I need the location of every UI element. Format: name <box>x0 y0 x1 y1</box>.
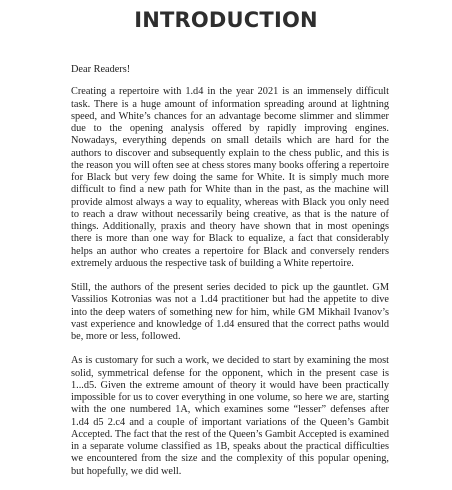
introduction-body <box>71 64 389 490</box>
salutation: Dear Readers! <box>71 64 131 75</box>
paragraph-2: Still, the authors of the present series decided to pick up the gauntlet. GM Vassilios Kotronias was not a 1.d4 practitioner but had the appetite to dive into the deep waters of something new for him, while GM Mikhail Ivanov’s vast experience and knowledge of 1.d4 ensured that the correct paths would be, more or less, followed. <box>71 282 389 342</box>
paragraph-1: Creating a repertoire with 1.d4 in the year 2021 is an immensely difficult task. There is a huge amount of information spreading around at lightning speed, and White’s chances for an advantage become slimmer and slimmer due to the opening analysis offered by rapidly improving engines. Nowadays, everything depends on small details which are hard for the authors to discover and subsequently explain to the chess public, and this is the reason you will often see at chess stores many books offering a repertoire for Black but very few doing the same for White. It is simply much more difficult to find a new path for White than in the past, as the machine will provide almost always a way to equality, whereas with Black you only need to reach a draw without necessarily being creative, as that is the nature of things. Additionally, praxis and theory have shown that in most openings there is more than one way for Black to equalize, a fact that considerably helps an author who creates a repertoire for Black and conversely renders extremely arduous the respective task of building a White repertoire. <box>71 86 389 269</box>
paragraph-3: As is customary for such a work, we decided to start by examining the most solid, symmetrical defense for the opponent, which in the present case is 1...d5. Given the extreme amount of theory it would have been practically impossible for us to cover everything in one volume, so here we are, starting with the one numbered 1A, which examines some “lesser” defenses after 1.d4 d5 2.c4 and a couple of important variations of the Queen’s Gambit Accepted. The fact that the rest of the Queen’s Gambit Accepted is examined in a separate volume classified as 1B, speaks about the practical difficulties we encountered from the size and the complexity of this popular opening, but hopefully, we did well. <box>71 355 389 477</box>
chapter-title: INTRODUCTION <box>134 8 318 32</box>
